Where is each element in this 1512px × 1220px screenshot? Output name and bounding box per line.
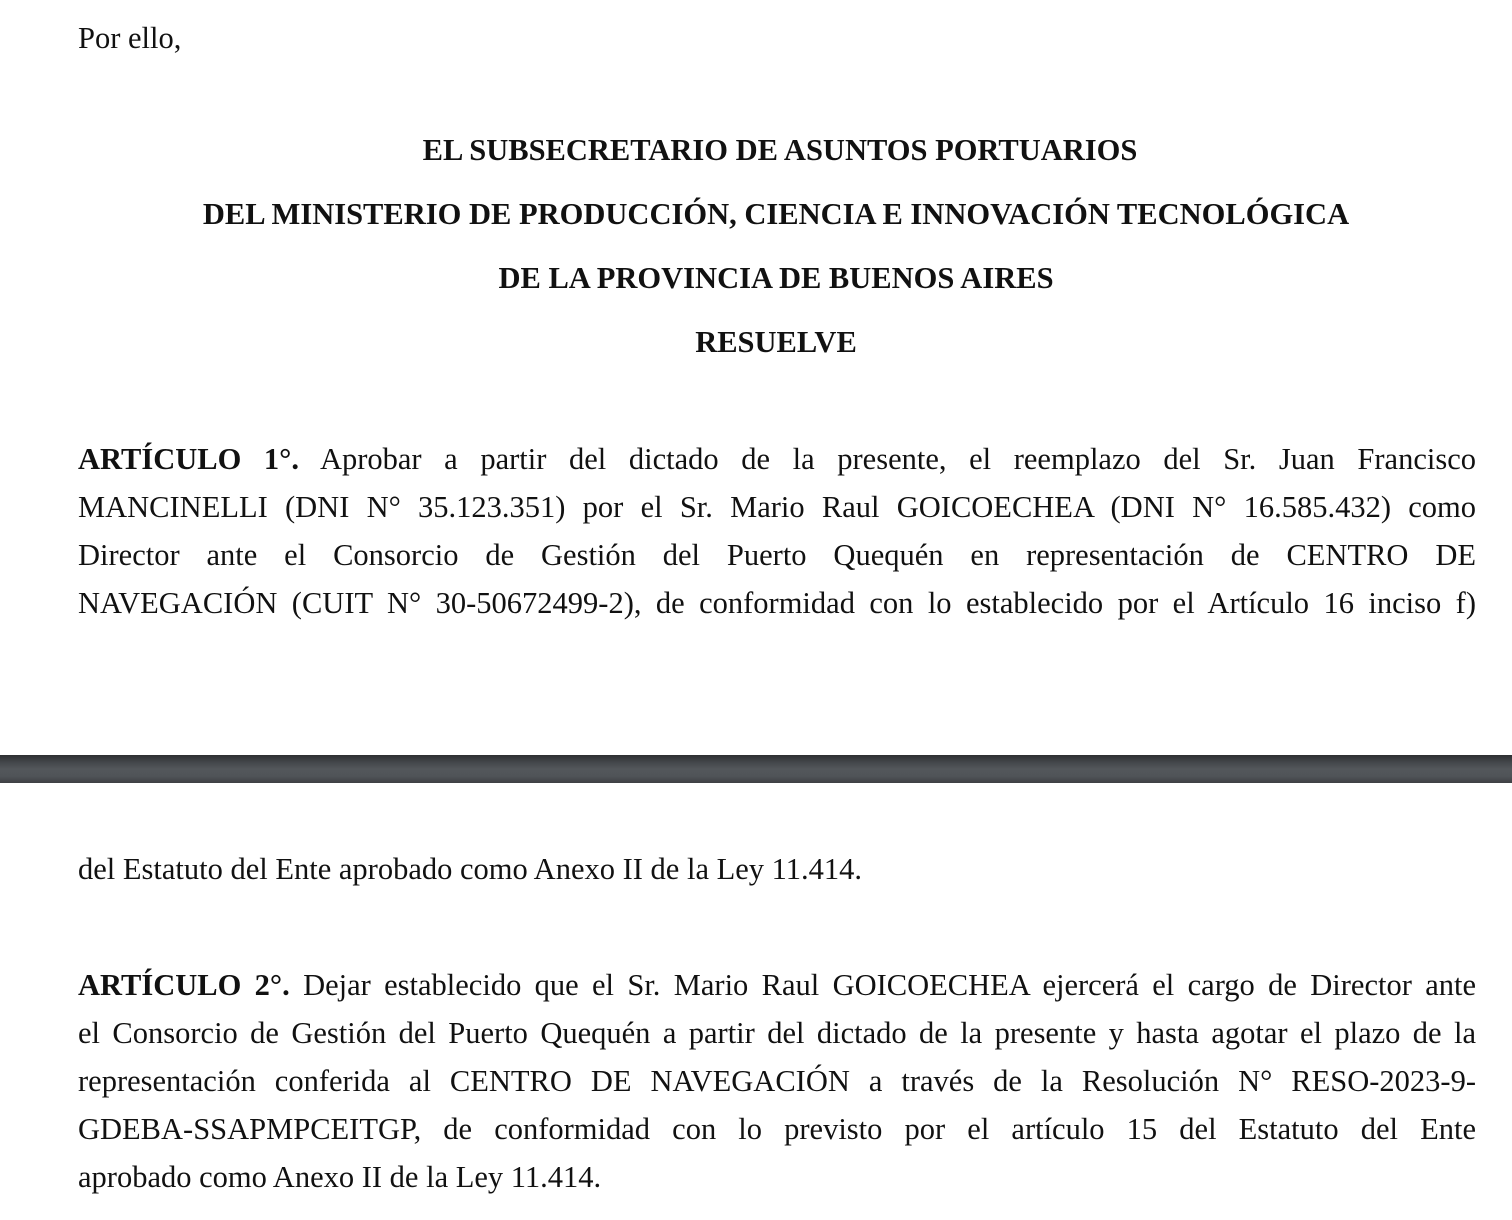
page-break-divider	[0, 755, 1512, 783]
article-2-label: ARTÍCULO 2°.	[78, 968, 290, 1002]
article-2-line-4: GDEBA-SSAPMPCEITGP, de conformidad con lo previsto por el artículo 15 del Estatuto del Ente	[78, 1112, 1476, 1146]
article-1-text-1: Aprobar a partir del dictado de la presente, el reemplazo del Sr. Juan Francisco	[319, 442, 1476, 476]
article-1-label: ARTÍCULO 1°.	[78, 442, 299, 476]
article-1-line-1	[78, 435, 1476, 484]
article-2-line-2: el Consorcio de Gestión del Puerto Quequén a partir del dictado de la presente y hasta agotar el plazo de la	[78, 1016, 1476, 1050]
article-2-line-1	[78, 961, 1476, 1010]
article-1-line-3: Director ante el Consorcio de Gestión del Puerto Quequén en representación de CENTRO DE	[78, 538, 1476, 572]
intro-text: Por ello,	[78, 21, 182, 55]
article-2-text-1: Dejar establecido que el Sr. Mario Raul GOICOECHEA ejercerá el cargo de Director ante	[303, 968, 1476, 1002]
document-page-2	[0, 783, 1512, 1220]
heading-line-2: DEL MINISTERIO DE PRODUCCIÓN, CIENCIA E INNOVACIÓN TECNOLÓGICA	[202, 197, 1350, 231]
heading-line-1: EL SUBSECRETARIO DE ASUNTOS PORTUARIOS	[422, 133, 1138, 167]
article-1-line-2: MANCINELLI (DNI N° 35.123.351) por el Sr. Mario Raul GOICOECHEA (DNI N° 16.585.432) como	[78, 490, 1476, 524]
article-1-line-4: NAVEGACIÓN (CUIT N° 30-50672499-2), de conformidad con lo establecido por el Artículo 16 inciso f)	[78, 586, 1476, 620]
article-2-line-5: aprobado como Anexo II de la Ley 11.414.	[78, 1160, 602, 1194]
article-2-line-3: representación conferida al CENTRO DE NAVEGACIÓN a través de la Resolución N° RESO-2023-9-	[78, 1064, 1476, 1098]
heading-line-3: DE LA PROVINCIA DE BUENOS AIRES	[498, 261, 1054, 295]
heading-line-4: RESUELVE	[695, 325, 857, 359]
article-1-continuation: del Estatuto del Ente aprobado como Anexo II de la Ley 11.414.	[78, 852, 863, 886]
